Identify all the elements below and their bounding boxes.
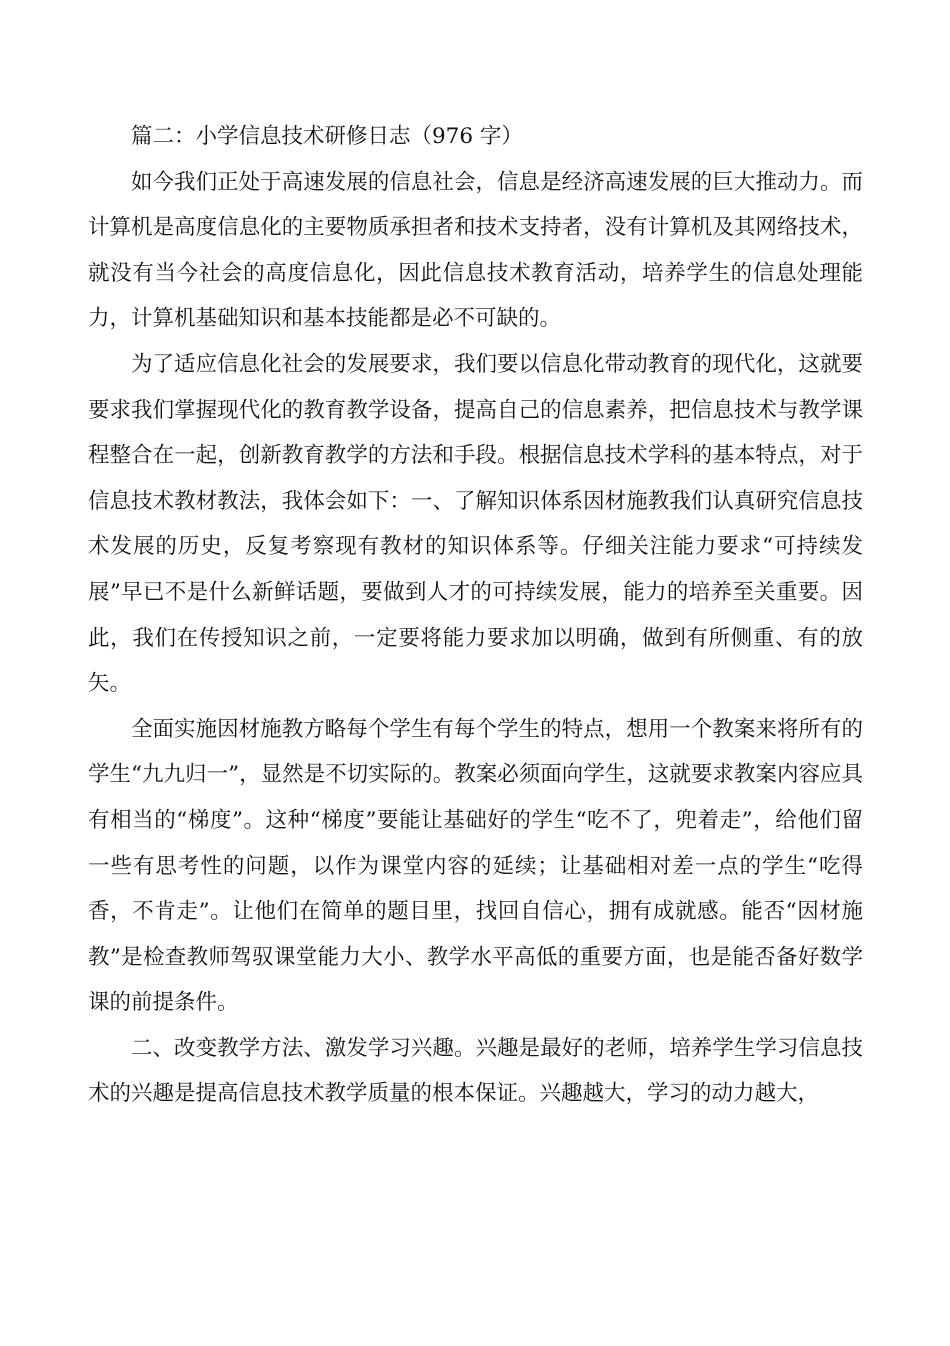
paragraph: 全面实施因材施教方略每个学生有每个学生的特点，想用一个教案来将所有的学生“九九归一”，显然是不切实际的。教案必须面向学生，这就要求教案内容应具有相当的“梯度”。这种“梯度”要能让基础好的学生“吃不了，兜着走”，给他们留一些有思考性的问题，以作为课堂内容的延续；让基础相对差一点的学生“吃得香，不肯走”。让他们在简单的题目里，找回自信心，拥有成就感。能否“因材施教”是检查教师驾驭课堂能力大小、教学水平高低的重要方面，也是能否备好数学课的前提条件。 [88, 716, 863, 1016]
paragraph: 二、改变教学方法、激发学习兴趣。兴趣是最好的老师，培养学生学习信息技术的兴趣是提高信息技术教学质量的根本保证。兴趣越大，学习的动力越大， [88, 1035, 863, 1107]
document-title: 篇二：小学信息技术研修日志（976 字） [131, 124, 523, 149]
document-body [88, 114, 863, 1117]
paragraph: 如今我们正处于高速发展的信息社会，信息是经济高速发展的巨大推动力。而计算机是高度信息化的主要物质承担者和技术支持者，没有计算机及其网络技术，就没有当今社会的高度信息化，因此信息技术教育活动，培养学生的信息处理能力，计算机基础知识和基本技能都是必不可缺的。 [88, 169, 863, 332]
paragraph: 为了适应信息化社会的发展要求，我们要以信息化带动教育的现代化，这就要要求我们掌握现代化的教育教学设备，提高自己的信息素养，把信息技术与教学课程整合在一起，创新教育教学的方法和手段。根据信息技术学科的基本特点，对于信息技术教材教法，我体会如下：一、了解知识体系因材施教我们认真研究信息技术发展的历史，反复考察现有教材的知识体系等。仔细关注能力要求“可持续发展”早已不是什么新鲜话题，要做到人才的可持续发展，能力的培养至关重要。因此，我们在传授知识之前，一定要将能力要求加以明确，做到有所侧重、有的放矢。 [88, 351, 863, 697]
